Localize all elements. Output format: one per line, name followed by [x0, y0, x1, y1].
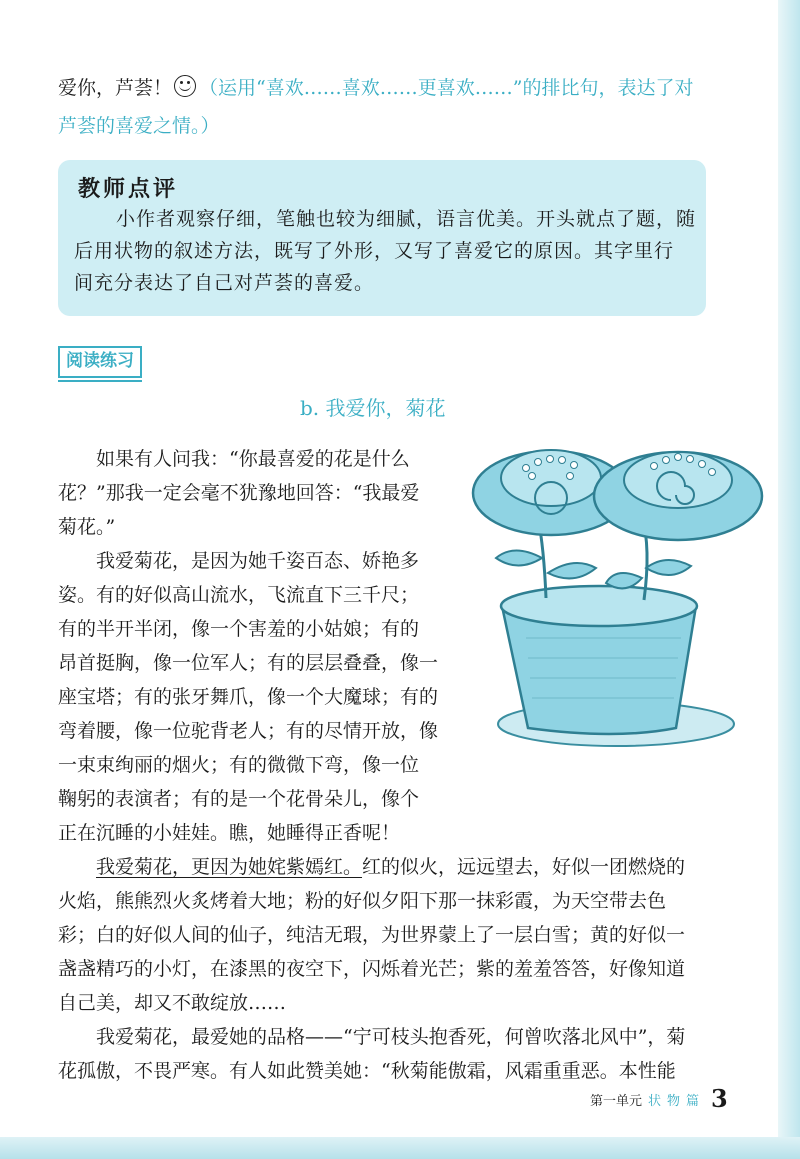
page-edge-bottom: [0, 1137, 800, 1159]
annotation-comment-line-2: 芦荟的喜爱之情。）: [58, 115, 220, 137]
reading-line: 火焰，熊熊烈火炙烤着大地；粉的好似夕阳下那一抹彩霞，为天空带去色: [58, 890, 667, 912]
review-line: 后用状物的叙述方法，既写了外形，又写了喜爱它的原因。其字里行: [74, 240, 675, 262]
reading-line: 昂首挺胸，像一位军人；有的层层叠叠，像一: [58, 652, 439, 674]
reading-line: 姿。有的好似高山流水，飞流直下三千尺；: [58, 584, 420, 606]
reading-line: 彩；白的好似人间的仙子，纯洁无瑕，为世界蒙上了一层白雪；黄的好似一: [58, 924, 686, 946]
reading-line: 自己美，却又不敢绽放……: [58, 992, 287, 1014]
reading-line: 弯着腰，像一位驼背老人；有的尽情开放，像: [58, 720, 439, 742]
reading-line: 我爱菊花，最爱她的品格——“宁可枝头抱香死，何曾吹落北风中”，菊: [96, 1026, 686, 1048]
reading-line: 正在沉睡的小娃娃。瞧，她睡得正香呢！: [58, 822, 401, 844]
reading-line: 花？”那我一定会毫不犹豫地回答：“我最爱: [58, 482, 420, 504]
annotation-comment: （运用“喜欢……喜欢……更喜欢……”的排比句，表达了对: [199, 77, 694, 99]
page-edge: [778, 0, 800, 1159]
reading-line: 花孤傲，不畏严寒。有人如此赞美她：“秋菊能傲霜，风霜重重恶。本性能: [58, 1060, 676, 1082]
chrysanthemum-pot-icon: [466, 438, 776, 750]
smiley-face-icon: [174, 75, 196, 97]
underlined-sentence: 我爱菊花，更因为她姹紫嫣红。: [96, 856, 363, 878]
section-label-text: 阅读练习: [66, 351, 134, 371]
footer-unit: 第一单元: [590, 1094, 643, 1109]
reading-line: 一束束绚丽的烟火；有的微微下弯，像一位: [58, 754, 420, 776]
page-number: 3: [711, 1084, 728, 1113]
reading-title: b. 我爱你，菊花: [300, 396, 446, 420]
page-footer: [590, 1084, 728, 1113]
reading-line: 鞠躬的表演者；有的是一个花骨朵儿，像个: [58, 788, 420, 810]
reading-line: 盏盏精巧的小灯，在漆黑的夜空下，闪烁着光芒；紫的羞羞答答，好像知道: [58, 958, 686, 980]
footer-chapter: 状物篇: [648, 1094, 706, 1109]
reading-line-rest: 红的似火，远远望去，好似一团燃烧的: [362, 856, 686, 878]
section-label: [58, 346, 142, 378]
reading-line: 座宝塔；有的张牙舞爪，像一个大魔球；有的: [58, 686, 439, 708]
reading-line: [96, 852, 685, 882]
reading-line: 有的半开半闭，像一个害羞的小姑娘；有的: [58, 618, 420, 640]
reading-line: 如果有人问我：“你最喜爱的花是什么: [96, 448, 410, 470]
reading-line: 菊花。”: [58, 516, 116, 538]
review-line: 小作者观察仔细，笔触也较为细腻，语言优美。开头就点了题，随: [116, 208, 697, 230]
review-line: 间充分表达了自己对芦荟的喜爱。: [74, 272, 375, 294]
teacher-review-title: 教师点评: [78, 177, 179, 202]
prev-essay-ending: 爱你，芦荟！: [58, 77, 173, 99]
reading-line: 我爱菊花，是因为她千姿百态、娇艳多: [96, 550, 420, 572]
prev-essay-line-1: [58, 73, 693, 103]
